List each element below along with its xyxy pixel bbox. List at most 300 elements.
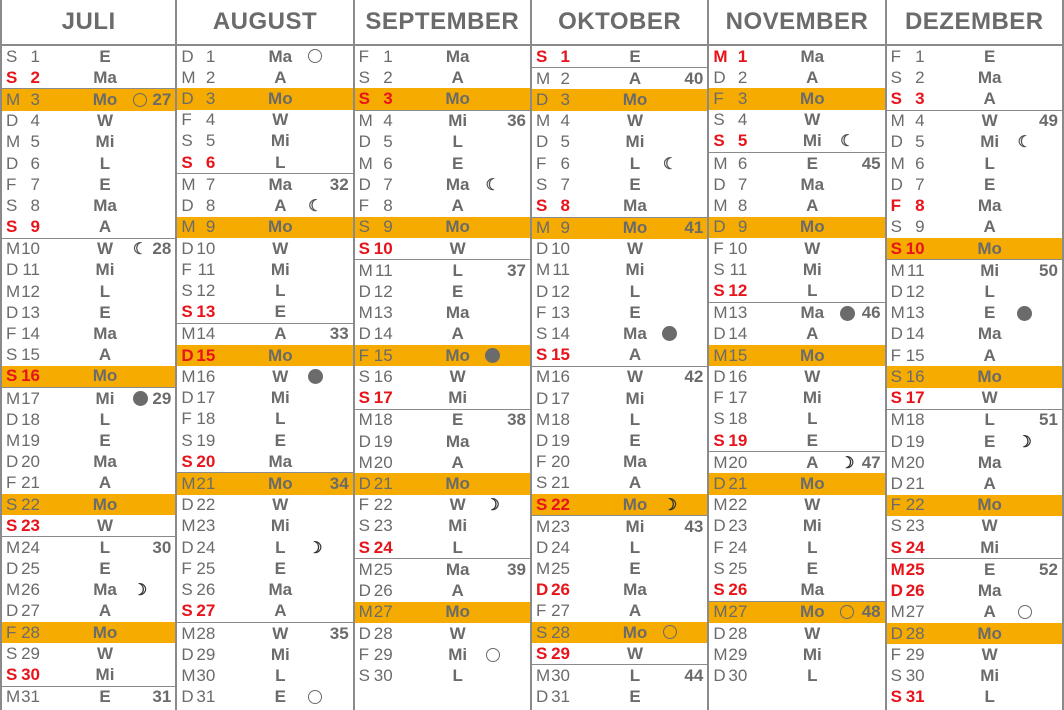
- day-row: [177, 280, 352, 301]
- day-row: [2, 601, 175, 622]
- day-abbreviation: E: [983, 46, 996, 66]
- weekday: M: [358, 153, 373, 173]
- day-row: [2, 345, 175, 366]
- day-abbreviation: Mi: [270, 388, 290, 408]
- weekday: S: [181, 281, 193, 301]
- day-row: [709, 345, 884, 366]
- day-abbreviation: E: [629, 46, 641, 66]
- day-row: [709, 88, 884, 109]
- waning-moon-icon: ☾: [132, 241, 148, 259]
- day-row: [177, 558, 352, 579]
- day-abbreviation: A: [98, 345, 112, 365]
- day-number: 28: [728, 623, 748, 643]
- day-row: [355, 174, 530, 195]
- day-number: 22: [905, 495, 925, 515]
- day-row: [887, 132, 1062, 153]
- weekday: D: [181, 644, 194, 664]
- weekday: F: [890, 46, 902, 66]
- day-row: [887, 537, 1062, 558]
- weekday: F: [6, 622, 17, 642]
- day-number: 28: [551, 622, 570, 642]
- day-abbreviation: E: [451, 153, 464, 173]
- day-row: [355, 473, 530, 494]
- weekday: S: [181, 430, 193, 450]
- day-abbreviation: E: [806, 430, 818, 450]
- day-abbreviation: A: [628, 601, 642, 621]
- month-header: NOVEMBER: [709, 0, 884, 46]
- weekday: S: [6, 46, 18, 66]
- day-number: 2: [915, 67, 925, 87]
- month-column-dezember: [887, 0, 1064, 710]
- weekday: M: [535, 666, 551, 686]
- day-abbreviation: Mo: [445, 473, 470, 493]
- weekday: S: [358, 366, 370, 386]
- day-number: 8: [560, 195, 570, 215]
- weekday: F: [6, 324, 17, 344]
- day-number: 27: [196, 601, 216, 621]
- weekday: S: [713, 558, 725, 578]
- day-number: 20: [905, 452, 925, 472]
- day-number: 19: [373, 431, 393, 451]
- day-row: [709, 495, 884, 516]
- weekday: D: [890, 324, 903, 344]
- day-number: 14: [551, 324, 570, 344]
- day-abbreviation: L: [275, 281, 286, 301]
- weekday: F: [181, 558, 192, 578]
- day-number: 1: [383, 46, 393, 66]
- day-row: [887, 665, 1062, 686]
- moon-phase: [483, 347, 503, 365]
- day-number: 11: [729, 259, 748, 279]
- moon-phase: [305, 368, 325, 386]
- day-number: 14: [196, 324, 216, 344]
- day-row: [2, 515, 175, 536]
- weekday: M: [890, 602, 905, 622]
- weekday: M: [535, 260, 551, 280]
- day-abbreviation: Mo: [622, 89, 648, 109]
- day-number: 11: [22, 260, 40, 280]
- week-number: 41: [684, 218, 704, 238]
- moon-phase: [305, 538, 325, 558]
- day-abbreviation: Ma: [93, 580, 117, 600]
- day-abbreviation: L: [275, 409, 286, 429]
- day-row: [709, 152, 884, 174]
- weekday: S: [890, 217, 902, 237]
- weekday: M: [890, 303, 905, 323]
- day-row: [532, 515, 707, 537]
- weekday: S: [358, 217, 370, 237]
- day-number: 10: [905, 238, 925, 258]
- day-abbreviation: L: [984, 687, 995, 707]
- day-abbreviation: Mo: [622, 622, 648, 642]
- day-abbreviation: Mo: [268, 89, 293, 109]
- day-abbreviation: L: [807, 409, 818, 429]
- day-row: [177, 88, 352, 109]
- day-number: 26: [373, 581, 393, 601]
- day-abbreviation: Ma: [977, 196, 1002, 216]
- day-row: [709, 665, 884, 686]
- day-abbreviation: Ma: [623, 195, 647, 215]
- day-abbreviation: A: [98, 601, 112, 621]
- day-number: 19: [905, 431, 925, 451]
- day-abbreviation: L: [275, 152, 286, 172]
- day-abbreviation: E: [451, 410, 464, 430]
- weekday: S: [6, 494, 18, 514]
- day-abbreviation: E: [274, 558, 286, 578]
- day-row: [177, 537, 352, 558]
- day-row: [355, 537, 530, 558]
- day-abbreviation: L: [452, 537, 463, 557]
- week-number: 37: [507, 260, 526, 280]
- day-row: [532, 559, 707, 580]
- day-row: [177, 238, 352, 259]
- day-list: [887, 46, 1062, 708]
- moon-phase: [305, 688, 325, 706]
- weekday: M: [181, 473, 196, 493]
- weekday: S: [535, 46, 548, 66]
- weekday: M: [535, 409, 551, 429]
- day-number: 14: [905, 324, 925, 344]
- weekday: S: [890, 687, 902, 707]
- day-abbreviation: Ma: [977, 452, 1002, 472]
- day-row: [887, 345, 1062, 366]
- day-number: 30: [373, 665, 393, 685]
- day-row: [532, 89, 707, 110]
- day-row: [2, 111, 175, 132]
- day-number: 6: [30, 153, 40, 173]
- weekday: S: [6, 345, 18, 365]
- day-row: [709, 67, 884, 88]
- day-number: 29: [905, 644, 925, 664]
- day-row: [177, 152, 352, 173]
- day-number: 16: [196, 366, 216, 386]
- day-abbreviation: Mo: [977, 366, 1002, 386]
- day-list: [2, 46, 175, 708]
- day-row: [177, 665, 352, 686]
- weekday: M: [181, 366, 196, 386]
- day-row: [355, 580, 530, 601]
- day-row: [2, 494, 175, 515]
- weekday: D: [358, 431, 371, 451]
- day-number: 7: [737, 174, 748, 194]
- day-number: 2: [560, 68, 570, 88]
- day-number: 21: [196, 473, 216, 493]
- week-number: 39: [507, 559, 526, 579]
- day-number: 8: [383, 196, 393, 216]
- day-row: [887, 388, 1062, 409]
- weekday: D: [890, 581, 903, 601]
- month-header: OKTOBER: [532, 0, 707, 46]
- day-row: [887, 409, 1062, 431]
- day-number: 21: [551, 473, 570, 493]
- week-number: 27: [152, 89, 172, 109]
- weekday: S: [358, 665, 370, 685]
- day-abbreviation: A: [983, 473, 996, 493]
- weekday: M: [713, 345, 728, 365]
- day-abbreviation: A: [983, 345, 996, 365]
- day-abbreviation: Mi: [95, 388, 115, 408]
- day-number: 27: [21, 601, 40, 621]
- day-number: 25: [196, 558, 216, 578]
- day-number: 19: [728, 430, 748, 450]
- day-number: 9: [30, 217, 40, 237]
- day-abbreviation: W: [449, 238, 466, 258]
- weekday: S: [181, 580, 193, 600]
- weekday: M: [890, 559, 905, 579]
- day-row: [355, 366, 530, 387]
- day-abbreviation: W: [804, 238, 821, 258]
- day-row: [887, 516, 1062, 537]
- day-row: [355, 281, 530, 302]
- day-row: [2, 536, 175, 558]
- day-row: [709, 644, 884, 665]
- day-row: [355, 409, 530, 431]
- weekday: D: [181, 196, 194, 216]
- weekday: F: [535, 601, 547, 621]
- day-row: [887, 238, 1062, 259]
- day-row: [355, 110, 530, 132]
- weekday: F: [6, 174, 17, 194]
- day-row: [709, 174, 884, 195]
- day-number: 20: [551, 452, 570, 472]
- day-row: [177, 323, 352, 345]
- day-row: [2, 559, 175, 580]
- weekday: D: [713, 623, 726, 643]
- day-number: 2: [383, 67, 393, 87]
- day-number: 3: [915, 89, 925, 109]
- day-row: [177, 110, 352, 131]
- day-row: [2, 132, 175, 153]
- day-abbreviation: A: [806, 324, 819, 344]
- waxing-moon-icon: ☽: [485, 497, 500, 515]
- day-row: [532, 195, 707, 216]
- day-row: [2, 580, 175, 601]
- weekday: M: [181, 67, 196, 87]
- weekday: S: [6, 643, 18, 663]
- day-abbreviation: Ma: [623, 580, 647, 600]
- new-moon-icon: [662, 326, 677, 341]
- day-row: [887, 687, 1062, 708]
- day-row: [532, 217, 707, 239]
- day-row: [2, 260, 175, 281]
- day-abbreviation: L: [629, 153, 641, 173]
- day-row: [177, 196, 352, 217]
- day-row: [887, 88, 1062, 109]
- day-abbreviation: Ma: [977, 67, 1002, 87]
- day-abbreviation: Mo: [268, 345, 293, 365]
- moon-phase: [483, 495, 503, 515]
- day-row: [887, 558, 1062, 580]
- weekday: D: [535, 132, 549, 152]
- day-row: [2, 46, 175, 67]
- day-row: [2, 409, 175, 430]
- day-abbreviation: L: [275, 537, 286, 557]
- day-row: [709, 324, 884, 345]
- day-abbreviation: W: [804, 110, 821, 130]
- moon-phase: [1015, 304, 1035, 322]
- day-abbreviation: Ma: [268, 451, 293, 471]
- day-number: 12: [196, 281, 216, 301]
- day-number: 18: [728, 409, 748, 429]
- day-abbreviation: A: [806, 196, 819, 216]
- weekday: S: [535, 622, 548, 642]
- day-row: [177, 430, 352, 451]
- weekday: M: [181, 217, 196, 237]
- day-abbreviation: E: [274, 687, 286, 707]
- weekday: F: [535, 302, 547, 322]
- day-abbreviation: E: [274, 430, 286, 450]
- day-number: 10: [196, 238, 216, 258]
- moon-phase: [837, 131, 857, 151]
- day-number: 5: [560, 132, 570, 152]
- week-number: 49: [1039, 111, 1058, 131]
- weekday: S: [890, 516, 902, 536]
- day-list: [532, 46, 707, 708]
- day-abbreviation: W: [96, 515, 114, 535]
- weekday: D: [713, 174, 726, 194]
- day-number: 8: [915, 196, 925, 216]
- day-abbreviation: L: [452, 132, 463, 152]
- day-number: 19: [21, 430, 40, 450]
- weekday: F: [358, 495, 370, 515]
- day-abbreviation: Mo: [800, 473, 825, 493]
- day-number: 21: [21, 473, 40, 493]
- day-list: [355, 46, 530, 708]
- day-row: [532, 67, 707, 89]
- day-number: 31: [196, 687, 216, 707]
- day-number: 5: [737, 131, 748, 151]
- week-number: 28: [152, 239, 172, 259]
- weekday: M: [890, 111, 905, 131]
- day-number: 13: [905, 303, 925, 323]
- day-number: 1: [737, 46, 748, 66]
- day-number: 3: [383, 89, 393, 109]
- month-header: SEPTEMBER: [355, 0, 530, 46]
- day-abbreviation: W: [272, 495, 289, 515]
- day-row: [887, 259, 1062, 281]
- day-abbreviation: Ma: [445, 46, 470, 66]
- day-row: [177, 46, 352, 67]
- month-column-september: [355, 0, 532, 710]
- day-number: 20: [196, 451, 216, 471]
- day-number: 18: [905, 410, 925, 430]
- weekday: D: [181, 687, 194, 707]
- weekday: D: [6, 452, 19, 472]
- day-number: 19: [551, 430, 570, 450]
- day-number: 4: [560, 111, 570, 131]
- weekday: D: [713, 473, 726, 493]
- day-abbreviation: W: [626, 111, 643, 131]
- waxing-moon-icon: ☽: [840, 454, 855, 472]
- day-number: 24: [728, 537, 748, 557]
- day-abbreviation: Mi: [625, 516, 645, 536]
- day-number: 25: [21, 559, 40, 579]
- weekday: M: [890, 260, 905, 280]
- weekday: M: [713, 46, 728, 66]
- weekday: D: [890, 473, 903, 493]
- day-abbreviation: Mi: [448, 388, 468, 408]
- day-row: [355, 259, 530, 281]
- day-number: 9: [383, 217, 393, 237]
- weekday: D: [181, 238, 194, 258]
- day-abbreviation: Ma: [268, 580, 293, 600]
- day-abbreviation: Ma: [93, 452, 117, 472]
- day-abbreviation: E: [983, 431, 996, 451]
- day-abbreviation: Ma: [93, 195, 117, 215]
- day-abbreviation: Mo: [622, 218, 648, 238]
- day-number: 21: [728, 473, 748, 493]
- day-number: 18: [373, 410, 393, 430]
- day-row: [355, 46, 530, 67]
- day-abbreviation: Mi: [625, 132, 645, 152]
- day-number: 24: [21, 537, 40, 557]
- day-row: [2, 366, 175, 387]
- weekday: S: [713, 430, 725, 450]
- day-number: 28: [196, 623, 216, 643]
- day-abbreviation: Mo: [800, 217, 825, 237]
- weekday: S: [713, 259, 725, 279]
- day-number: 8: [737, 196, 748, 216]
- day-abbreviation: Mi: [625, 260, 645, 280]
- day-abbreviation: W: [804, 623, 821, 643]
- day-abbreviation: Mo: [268, 217, 293, 237]
- day-row: [355, 88, 530, 109]
- day-abbreviation: Mo: [92, 89, 118, 109]
- day-abbreviation: Mo: [445, 345, 470, 365]
- day-abbreviation: Ma: [800, 174, 825, 194]
- day-row: [532, 111, 707, 132]
- weekday: M: [713, 644, 728, 664]
- day-row: [355, 153, 530, 174]
- weekday: F: [535, 452, 547, 472]
- day-row: [177, 644, 352, 665]
- day-number: 11: [197, 259, 216, 279]
- week-number: 35: [329, 623, 349, 643]
- weekday: M: [535, 367, 551, 387]
- day-number: 15: [373, 345, 393, 365]
- day-abbreviation: Ma: [445, 559, 470, 579]
- weekday: S: [358, 388, 370, 408]
- weekday: D: [535, 537, 549, 557]
- weekday: F: [713, 89, 724, 109]
- day-row: [532, 494, 707, 515]
- day-number: 17: [728, 388, 748, 408]
- moon-phase: [660, 495, 680, 515]
- weekday: D: [358, 174, 371, 194]
- day-number: 29: [21, 643, 40, 663]
- day-number: 9: [205, 217, 216, 237]
- day-number: 19: [196, 430, 216, 450]
- day-abbreviation: Ma: [977, 324, 1002, 344]
- day-number: 6: [383, 153, 393, 173]
- full-moon-icon: [486, 648, 500, 662]
- day-row: [2, 217, 175, 238]
- weekday: S: [713, 281, 725, 301]
- weekday: D: [713, 324, 726, 344]
- day-row: [532, 366, 707, 388]
- weekday: M: [181, 174, 196, 194]
- day-row: [355, 516, 530, 537]
- day-row: [177, 173, 352, 195]
- day-number: 16: [905, 366, 925, 386]
- day-row: [709, 366, 884, 387]
- weekday: M: [713, 452, 728, 472]
- day-abbreviation: Mi: [802, 131, 822, 151]
- day-abbreviation: L: [629, 537, 641, 557]
- day-row: [532, 302, 707, 323]
- weekday: M: [6, 580, 21, 600]
- day-abbreviation: E: [99, 687, 111, 707]
